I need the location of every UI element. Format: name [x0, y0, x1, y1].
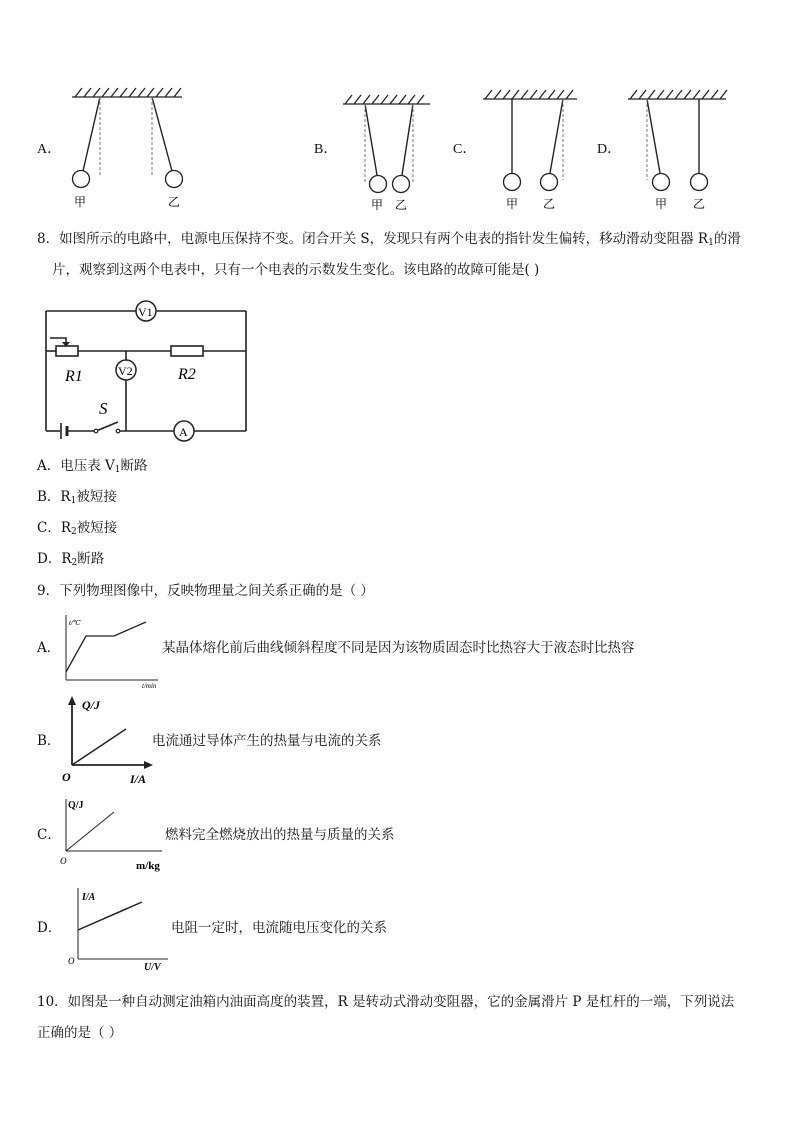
q9-c-y-axis: Q/J [68, 800, 84, 811]
q9-option-b-desc: 电流通过导体产生的热量与电流的关系 [152, 733, 382, 749]
pendulum-figure-b [335, 90, 435, 215]
q8-circuit-diagram [38, 298, 253, 448]
q9-d-origin: O [68, 956, 75, 966]
q9-a-x-axis: t/min [142, 682, 157, 690]
q9-b-y-axis: Q/J [82, 698, 100, 712]
q10-stem-line2: 正确的是（ ） [37, 1025, 123, 1041]
q9-graph-c [58, 795, 170, 875]
q8-stem-line1: 8．如图所示的电路中，电源电压保持不变。闭合开关 S，发现只有两个电表的指针发生偏转，移动滑动变阻器 $R_1$的滑 [37, 231, 741, 248]
q9-graph-a [58, 610, 168, 690]
q8-stem-line2: 片，观察到这两个电表中，只有一个电表的示数发生变化。该电路的故障可能是( ) [52, 262, 540, 278]
svg-text:甲: 甲 [371, 198, 384, 212]
resistor-r2-label: R2 [178, 366, 196, 383]
option-d-label: D． [597, 142, 622, 157]
option-c-label: C． [453, 142, 477, 157]
option-a-label: A． [37, 142, 62, 157]
q9-c-origin: O [60, 856, 67, 866]
q9-option-d-label: D． [37, 920, 62, 936]
q8-choice-d: D．$R_2$断路 [37, 551, 105, 568]
q9-c-x-axis: m/kg [136, 860, 160, 872]
pendulum-figure-a [60, 85, 190, 210]
label-jia: 甲 [74, 195, 87, 209]
svg-text:甲: 甲 [655, 197, 668, 211]
q9-option-b-label: B． [37, 733, 61, 749]
q9-d-y-axis: I/A [82, 892, 96, 903]
label-yi: 乙 [168, 195, 181, 209]
switch-s-label: S [99, 399, 108, 418]
svg-text:乙: 乙 [395, 198, 408, 212]
q9-graph-d [64, 883, 176, 975]
voltmeter-v2-label: V2 [118, 364, 133, 378]
q9-option-a-label: A． [37, 640, 61, 656]
q9-a-y-axis: t/℃ [69, 619, 81, 627]
q9-option-d-desc: 电阻一定时，电流随电压变化的关系 [171, 920, 387, 936]
q9-graph-b [58, 693, 158, 788]
q10-stem-line1: 10．如图是一种自动测定油箱内油面高度的装置，R 是转动式滑动变阻器，它的金属滑片 P 是杠杆的一端，下列说法 [37, 994, 735, 1010]
pendulum-figure-d [620, 85, 735, 213]
q8-choice-a: A．电压表 $V_1$断路 [37, 458, 148, 475]
option-b-label: B． [314, 142, 338, 157]
q9-option-a-desc: 某晶体熔化前后曲线倾斜程度不同是因为该物质固态时比热容大于液态时比热容 [162, 640, 635, 656]
ammeter-label: A [179, 425, 188, 439]
svg-text:乙: 乙 [693, 197, 706, 211]
q8-choice-b: B．$R_1$被短接 [37, 489, 117, 506]
resistor-r1-label: R1 [65, 368, 83, 385]
q9-b-origin: O [62, 770, 71, 784]
svg-text:乙: 乙 [543, 197, 556, 211]
pendulum-figure-c [475, 85, 585, 213]
svg-text:甲: 甲 [506, 197, 519, 211]
q9-b-x-axis: I/A [130, 772, 147, 786]
q9-stem: 9．下列物理图像中，反映物理量之间关系正确的是（ ） [37, 583, 374, 599]
voltmeter-v1-label: V1 [138, 305, 153, 319]
q8-choice-c: C．$R_2$被短接 [37, 520, 118, 537]
q9-option-c-desc: 燃料完全燃烧放出的热量与质量的关系 [165, 827, 395, 843]
q9-option-c-label: C． [37, 827, 61, 843]
q9-d-x-axis: U/V [144, 962, 161, 973]
